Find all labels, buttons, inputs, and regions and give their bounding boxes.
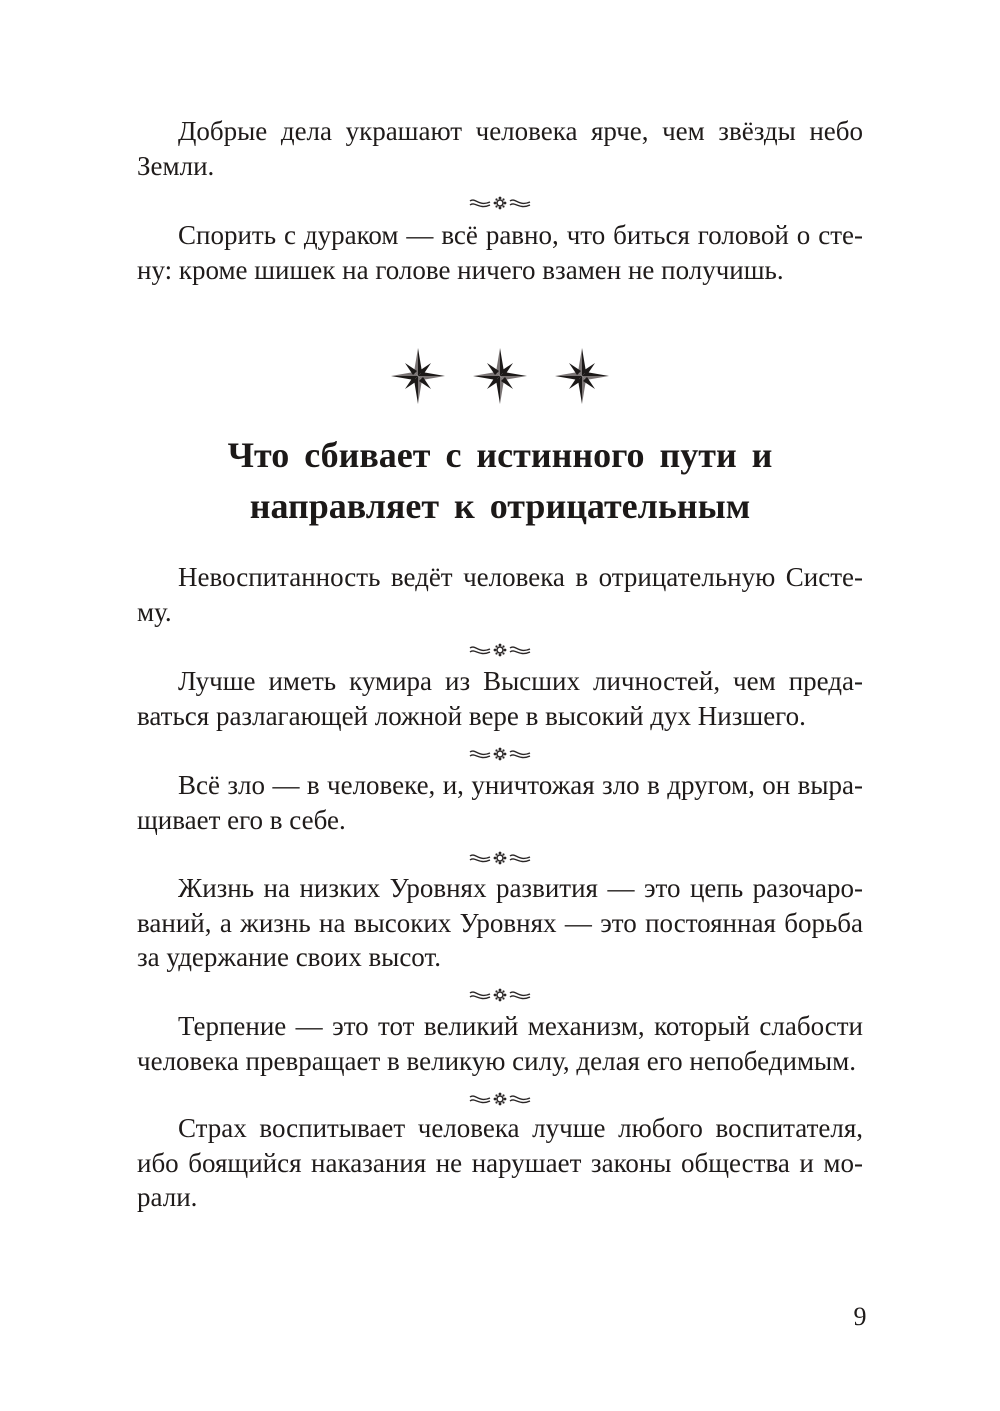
- wave-icon: [509, 989, 531, 1001]
- aphorism-paragraph: [137, 871, 863, 975]
- paragraph-line: Лучше иметь кумира из Высших личностей, чем преда-: [178, 666, 863, 696]
- paragraph-line: Земли.: [137, 150, 215, 181]
- paragraph-text: [137, 664, 863, 733]
- section-heading: [0, 430, 1000, 532]
- paragraph-line: Терпение — это тот великий механизм, который слабости: [178, 1011, 863, 1041]
- wave-icon: [469, 197, 491, 209]
- paragraph-text: [137, 768, 863, 837]
- heading-line: направляет к отрицательным: [249, 486, 751, 526]
- paragraph-line: Жизнь на низких Уровнях развития — это цепь разочаро-: [178, 873, 863, 903]
- aphorism-paragraph: [137, 218, 863, 287]
- flower-icon: [493, 643, 507, 657]
- paragraph-line: ну: кроме шишек на голове ничего взамен не получишь.: [137, 254, 784, 285]
- compass-star-icon: [554, 346, 610, 406]
- paragraph-line: за удержание своих высот.: [137, 942, 441, 972]
- paragraph-line: рали.: [137, 1182, 198, 1212]
- paragraph-text: [137, 114, 863, 183]
- paragraph-line: ваться разлагающей ложной вере в высокий дух Низшего.: [137, 700, 806, 731]
- wave-icon: [509, 197, 531, 209]
- paragraph-separator-ornament: [0, 985, 1000, 1005]
- section-break-ornament: [0, 346, 1000, 406]
- flower-icon: [493, 851, 507, 865]
- paragraph-separator-ornament: [0, 1089, 1000, 1109]
- flower-icon: [493, 1092, 507, 1106]
- paragraph-line: Спорить с дураком — всё равно, что биться головой о сте-: [178, 220, 863, 250]
- aphorism-paragraph: [137, 768, 863, 837]
- compass-star-icon: [390, 346, 446, 406]
- wave-icon: [469, 852, 491, 864]
- flower-icon: [493, 747, 507, 761]
- heading-line: Что сбивает с истинного пути и: [227, 435, 773, 475]
- aphorism-paragraph: [137, 664, 863, 733]
- paragraph-line: ибо боящийся наказания не нарушает законы общества и мо-: [137, 1147, 863, 1178]
- flower-icon: [493, 988, 507, 1002]
- paragraph-separator-ornament: [0, 193, 1000, 213]
- paragraph-line: человека превращает в великую силу, делая его непобедимым.: [137, 1045, 857, 1076]
- paragraph-text: [137, 1111, 863, 1215]
- wave-icon: [509, 1093, 531, 1105]
- wave-icon: [509, 644, 531, 656]
- paragraph-line: щивает его в себе.: [137, 804, 346, 835]
- paragraph-separator-ornament: [0, 848, 1000, 868]
- compass-star-icon: [472, 346, 528, 406]
- paragraph-text: [137, 218, 863, 287]
- wave-icon: [509, 748, 531, 760]
- paragraph-line: Страх воспитывает человека лучше любого воспитателя,: [178, 1113, 863, 1143]
- aphorism-paragraph: [137, 1111, 863, 1215]
- paragraph-line: му.: [137, 596, 172, 627]
- aphorism-paragraph: [137, 114, 863, 183]
- paragraph-separator-ornament: [0, 640, 1000, 660]
- wave-icon: [469, 989, 491, 1001]
- paragraph-line: ваний, а жизнь на высоких Уровнях — это постоянная борьба: [137, 907, 863, 938]
- aphorism-paragraph: [137, 560, 863, 629]
- paragraph-text: [137, 1009, 863, 1078]
- wave-icon: [469, 748, 491, 760]
- page-number: 9: [853, 1302, 867, 1331]
- wave-icon: [509, 852, 531, 864]
- wave-icon: [469, 1093, 491, 1105]
- paragraph-line: Невоспитанность ведёт человека в отрицательную Систе-: [178, 562, 863, 592]
- paragraph-text: [137, 871, 863, 975]
- paragraph-text: [137, 560, 863, 629]
- wave-icon: [469, 644, 491, 656]
- paragraph-line: Всё зло — в человеке, и, уничтожая зло в другом, он выра-: [178, 770, 863, 800]
- aphorism-paragraph: [137, 1009, 863, 1078]
- paragraph-separator-ornament: [0, 744, 1000, 764]
- flower-icon: [493, 196, 507, 210]
- paragraph-line: Добрые дела украшают человека ярче, чем звёзды небо: [178, 116, 863, 146]
